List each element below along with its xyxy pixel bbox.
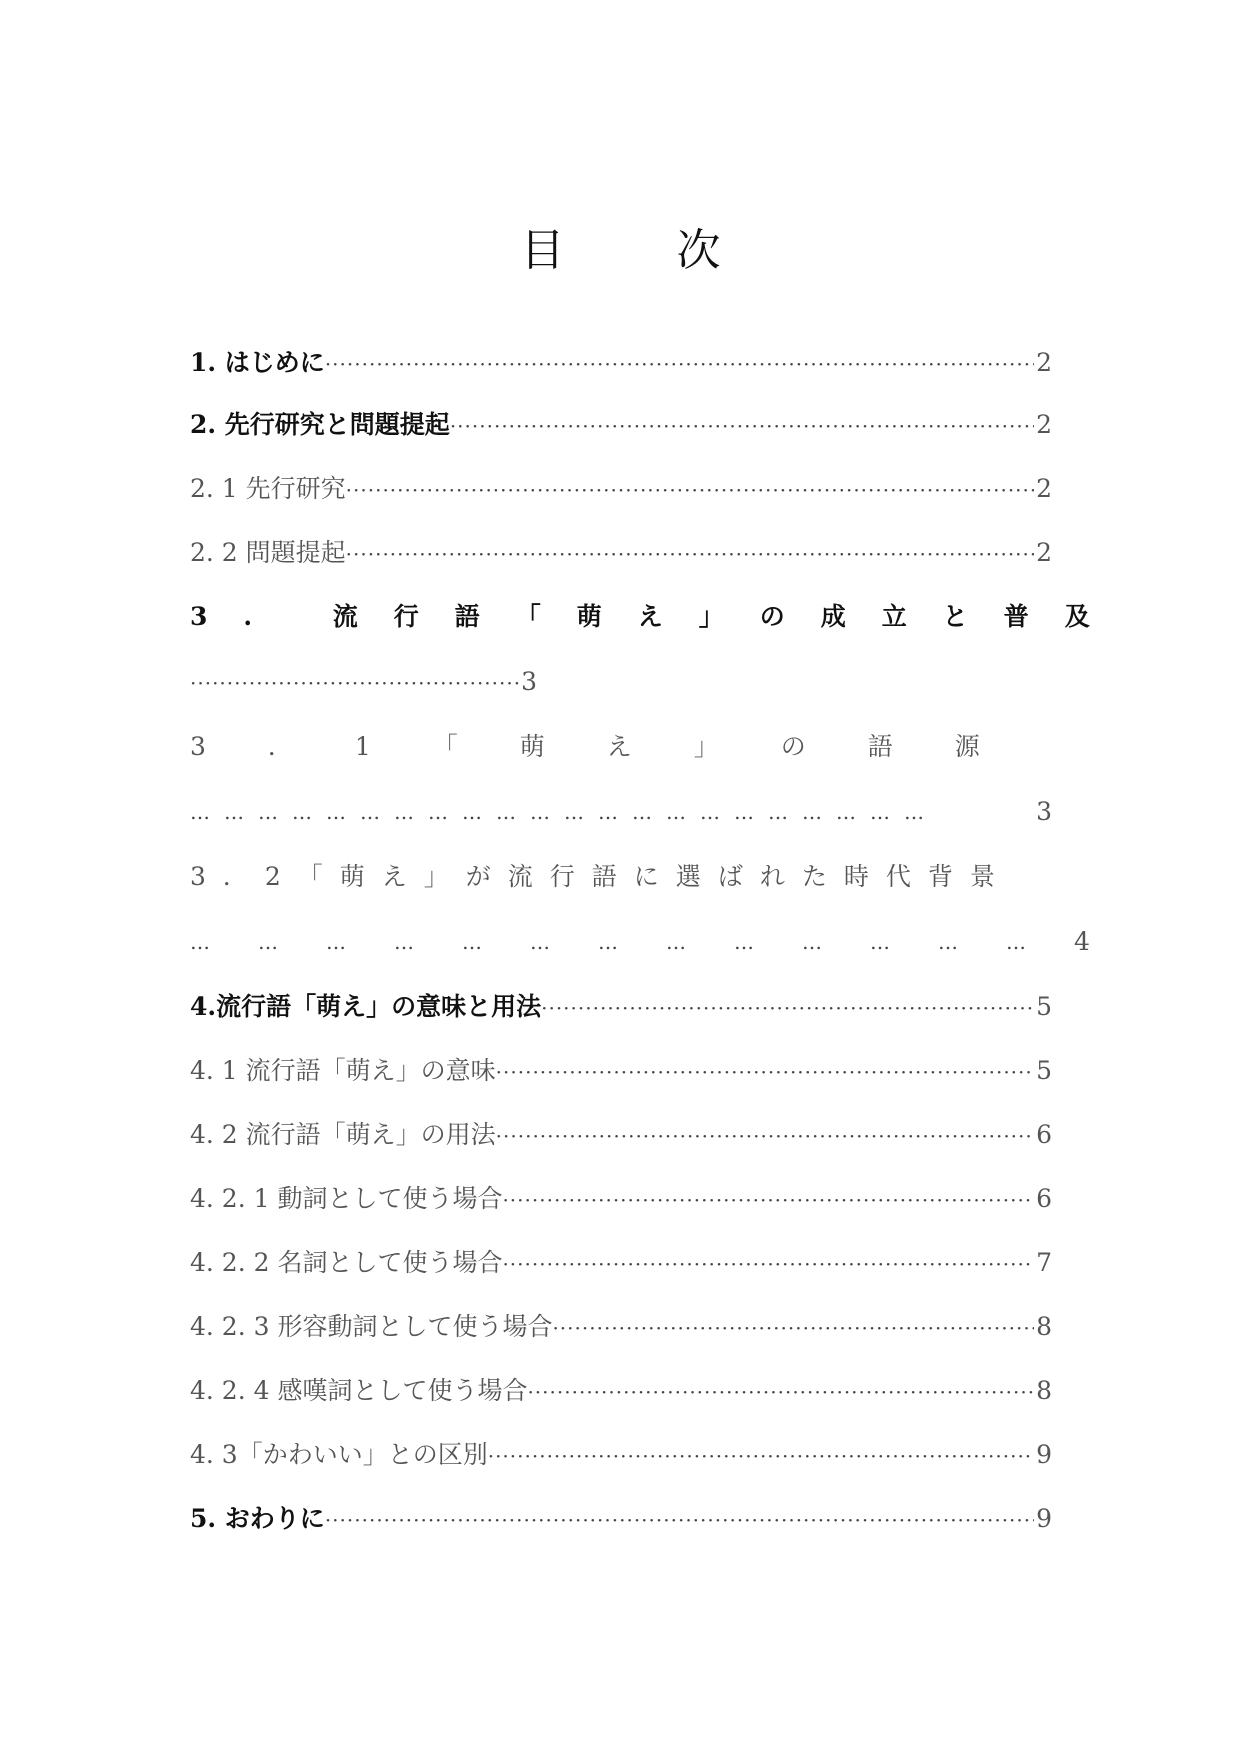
dot-leader [552, 1308, 1034, 1348]
toc-entry-label: 4. 2 流行語「萌え」の用法 [190, 1120, 496, 1149]
toc-entry-page: 3 [1036, 797, 1052, 826]
toc-entry[interactable] [190, 533, 1052, 573]
dot-leader [325, 1500, 1034, 1540]
toc-entry-label: 4.流行語「萌え」の意味と用法 [190, 992, 542, 1021]
toc-entry-page: 2 [1036, 410, 1052, 439]
toc-entry-spread[interactable] [190, 597, 1126, 637]
toc-entry-page: 5 [1036, 1056, 1052, 1085]
toc-entry-label: 2. 2 問題提起 [190, 538, 346, 567]
toc-entry[interactable] [190, 1307, 1052, 1347]
toc-entry-page: 3 [521, 667, 537, 696]
toc-entry-label: 3．1「萌え」の語源 [190, 732, 1042, 761]
toc-entry-label: 3. 流行語「萌え」の成立と普及 [190, 602, 1126, 631]
toc-entry[interactable] [190, 1115, 1052, 1155]
toc-entry[interactable] [190, 405, 1052, 445]
toc-entry-page: 2 [1036, 348, 1052, 377]
toc-entry-label: 5. おわりに [190, 1504, 325, 1533]
toc-entry-page: 8 [1036, 1312, 1052, 1341]
toc-entry-page: 6 [1036, 1184, 1052, 1213]
toc-entry-label: 3．2「萌え」が流行語に選ばれた時代背景 [190, 862, 1012, 891]
toc-entry[interactable] [190, 1243, 1052, 1283]
toc-entry-label: 4. 2. 3 形容動詞として使う場合 [190, 1312, 553, 1341]
toc-entry-label: 4. 2. 2 名詞として使う場合 [190, 1248, 503, 1277]
toc-entry-spread[interactable] [190, 727, 1052, 767]
toc-entry[interactable] [190, 469, 1052, 509]
toc-entry[interactable] [190, 1051, 1052, 1091]
toc-entry-page: 2 [1036, 538, 1052, 567]
toc-entry[interactable] [190, 1179, 1052, 1219]
toc-entry-label: 1. はじめに [190, 348, 325, 377]
page-title: 目 次 [520, 225, 755, 276]
toc-entry[interactable] [190, 343, 1052, 383]
dot-leader [346, 470, 1034, 510]
toc-entry-page: 6 [1036, 1120, 1052, 1149]
dot-leader [450, 406, 1034, 446]
toc-entry-label: 2. 先行研究と問題提起 [190, 410, 450, 439]
toc-entry-label: 4. 2. 4 感嘆詞として使う場合 [190, 1376, 528, 1405]
dot-leader [488, 1436, 1034, 1476]
toc-entry[interactable] [190, 1435, 1052, 1475]
dot-leader [527, 1372, 1034, 1412]
toc-entry[interactable] [190, 987, 1052, 1027]
toc-entry-label: 4. 2. 1 動詞として使う場合 [190, 1184, 503, 1213]
toc-entry-leader: ………………………………………………………… 3 [190, 792, 1052, 832]
toc-entry-page: 7 [1036, 1248, 1052, 1277]
dot-leader [325, 344, 1034, 384]
toc-entry-spread[interactable] [190, 857, 1052, 897]
dot-leader [541, 988, 1034, 1028]
dot-leader [496, 1116, 1034, 1156]
toc-entry-leader: ………………………………… 4 [190, 922, 1052, 962]
dot-leader [502, 1244, 1034, 1284]
toc-entry-page: 4 [1074, 927, 1090, 956]
toc-entry-page: 2 [1036, 474, 1052, 503]
toc-entry-label: 2. 1 先行研究 [190, 474, 346, 503]
dot-leader [496, 1052, 1034, 1092]
dot-leader [346, 534, 1034, 574]
toc-entry-leader: ·············································3 [190, 667, 537, 696]
dot-leader [502, 1180, 1034, 1220]
toc-entry-page: 9 [1036, 1504, 1052, 1533]
toc-entry[interactable] [190, 1371, 1052, 1411]
toc-entry-label: 4. 3「かわいい」との区別 [190, 1440, 488, 1469]
toc-entry[interactable] [190, 1499, 1052, 1539]
toc-entry-page: 8 [1036, 1376, 1052, 1405]
toc-entry-label: 4. 1 流行語「萌え」の意味 [190, 1056, 496, 1085]
toc-entry-page: 9 [1036, 1440, 1052, 1469]
toc-entry-page: 5 [1036, 992, 1052, 1021]
